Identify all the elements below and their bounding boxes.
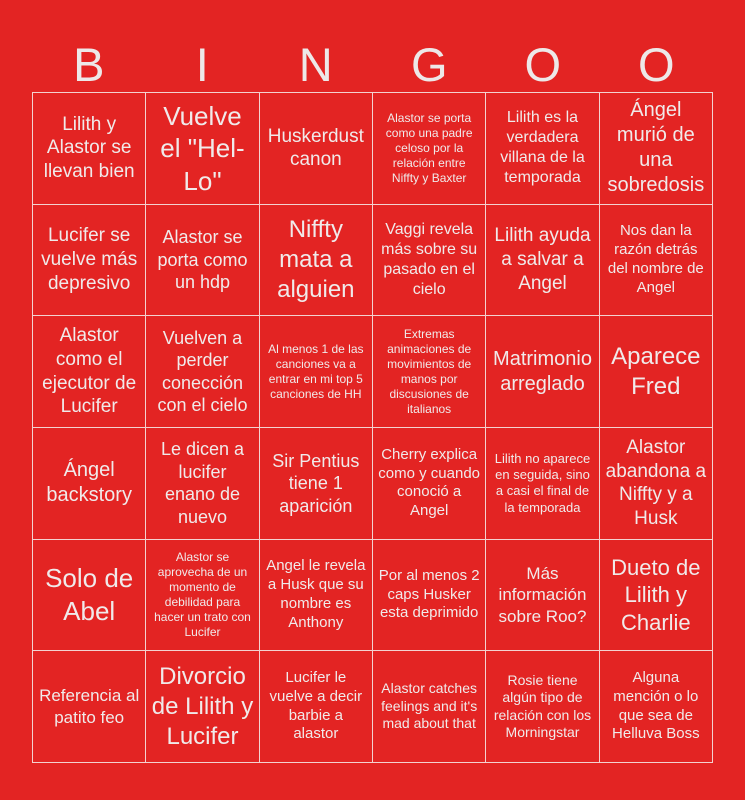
bingo-cell[interactable]: Cherry explica como y cuando conoció a Angel xyxy=(372,427,485,539)
title-letter-b: B xyxy=(73,38,105,91)
bingo-cell[interactable]: Angel le revela a Husk que su nombre es Anthony xyxy=(259,539,372,651)
title-letter-o2: O xyxy=(637,38,675,91)
bingo-cell[interactable]: Al menos 1 de las canciones va a entrar en mi top 5 canciones de HH xyxy=(259,315,372,427)
bingo-cell[interactable]: Lilith no aparece en seguida, sino a casi el final de la temporada xyxy=(485,427,598,539)
bingo-cell[interactable]: Nos dan la razón detrás del nombre de Angel xyxy=(599,204,712,316)
bingo-cell[interactable]: Aparece Fred xyxy=(599,315,712,427)
bingo-cell[interactable]: Vaggi revela más sobre su pasado en el cielo xyxy=(372,204,485,316)
bingo-cell[interactable]: Dueto de Lilith y Charlie xyxy=(599,539,712,651)
bingo-cell[interactable]: Lilith es la verdadera villana de la temporada xyxy=(485,92,598,204)
bingo-grid xyxy=(32,92,713,763)
bingo-cell[interactable]: Referencia al patito feo xyxy=(32,650,145,762)
bingo-cell[interactable]: Lilith y Alastor se llevan bien xyxy=(32,92,145,204)
bingo-cell[interactable]: Vuelven a perder conección con el cielo xyxy=(145,315,258,427)
bingo-title xyxy=(32,30,713,91)
bingo-cell[interactable]: Extremas animaciones de movimientos de manos por discusiones de italianos xyxy=(372,315,485,427)
bingo-cell[interactable]: Lucifer le vuelve a decir barbie a alastor xyxy=(259,650,372,762)
bingo-cell[interactable]: Divorcio de Lilith y Lucifer xyxy=(145,650,258,762)
bingo-cell[interactable]: Alastor se porta como una padre celoso por la relación entre Niffty y Baxter xyxy=(372,92,485,204)
bingo-cell[interactable]: Ángel backstory xyxy=(32,427,145,539)
bingo-cell[interactable]: Huskerdust canon xyxy=(259,92,372,204)
bingo-cell[interactable]: Vuelve el "Hel-Lo" xyxy=(145,92,258,204)
bingo-cell[interactable]: Alastor se porta como un hdp xyxy=(145,204,258,316)
bingo-cell[interactable]: Alastor abandona a Niffty y a Husk xyxy=(599,427,712,539)
bingo-cell[interactable]: Le dicen a lucifer enano de nuevo xyxy=(145,427,258,539)
title-letter-o1: O xyxy=(524,38,562,91)
bingo-cell[interactable]: Lucifer se vuelve más depresivo xyxy=(32,204,145,316)
bingo-cell[interactable]: Alastor catches feelings and it's mad about that xyxy=(372,650,485,762)
bingo-cell[interactable]: Niffty mata a alguien xyxy=(259,204,372,316)
title-letter-n: N xyxy=(298,38,333,91)
bingo-cell[interactable]: Alastor como el ejecutor de Lucifer xyxy=(32,315,145,427)
bingo-cell[interactable]: Sir Pentius tiene 1 aparición xyxy=(259,427,372,539)
bingo-cell[interactable]: Alguna mención o lo que sea de Helluva Boss xyxy=(599,650,712,762)
title-letter-i: I xyxy=(195,38,209,91)
bingo-cell[interactable]: Por al menos 2 caps Husker esta deprimido xyxy=(372,539,485,651)
bingo-cell[interactable]: Alastor se aprovecha de un momento de debilidad para hacer un trato con Lucifer xyxy=(145,539,258,651)
bingo-cell[interactable]: Matrimonio arreglado xyxy=(485,315,598,427)
bingo-cell[interactable]: Ángel murió de una sobredosis xyxy=(599,92,712,204)
bingo-cell[interactable]: Lilith ayuda a salvar a Angel xyxy=(485,204,598,316)
bingo-cell[interactable]: Más información sobre Roo? xyxy=(485,539,598,651)
bingo-cell[interactable]: Rosie tiene algún tipo de relación con los Morningstar xyxy=(485,650,598,762)
bingo-cell[interactable]: Solo de Abel xyxy=(32,539,145,651)
title-letter-g: G xyxy=(410,38,448,91)
